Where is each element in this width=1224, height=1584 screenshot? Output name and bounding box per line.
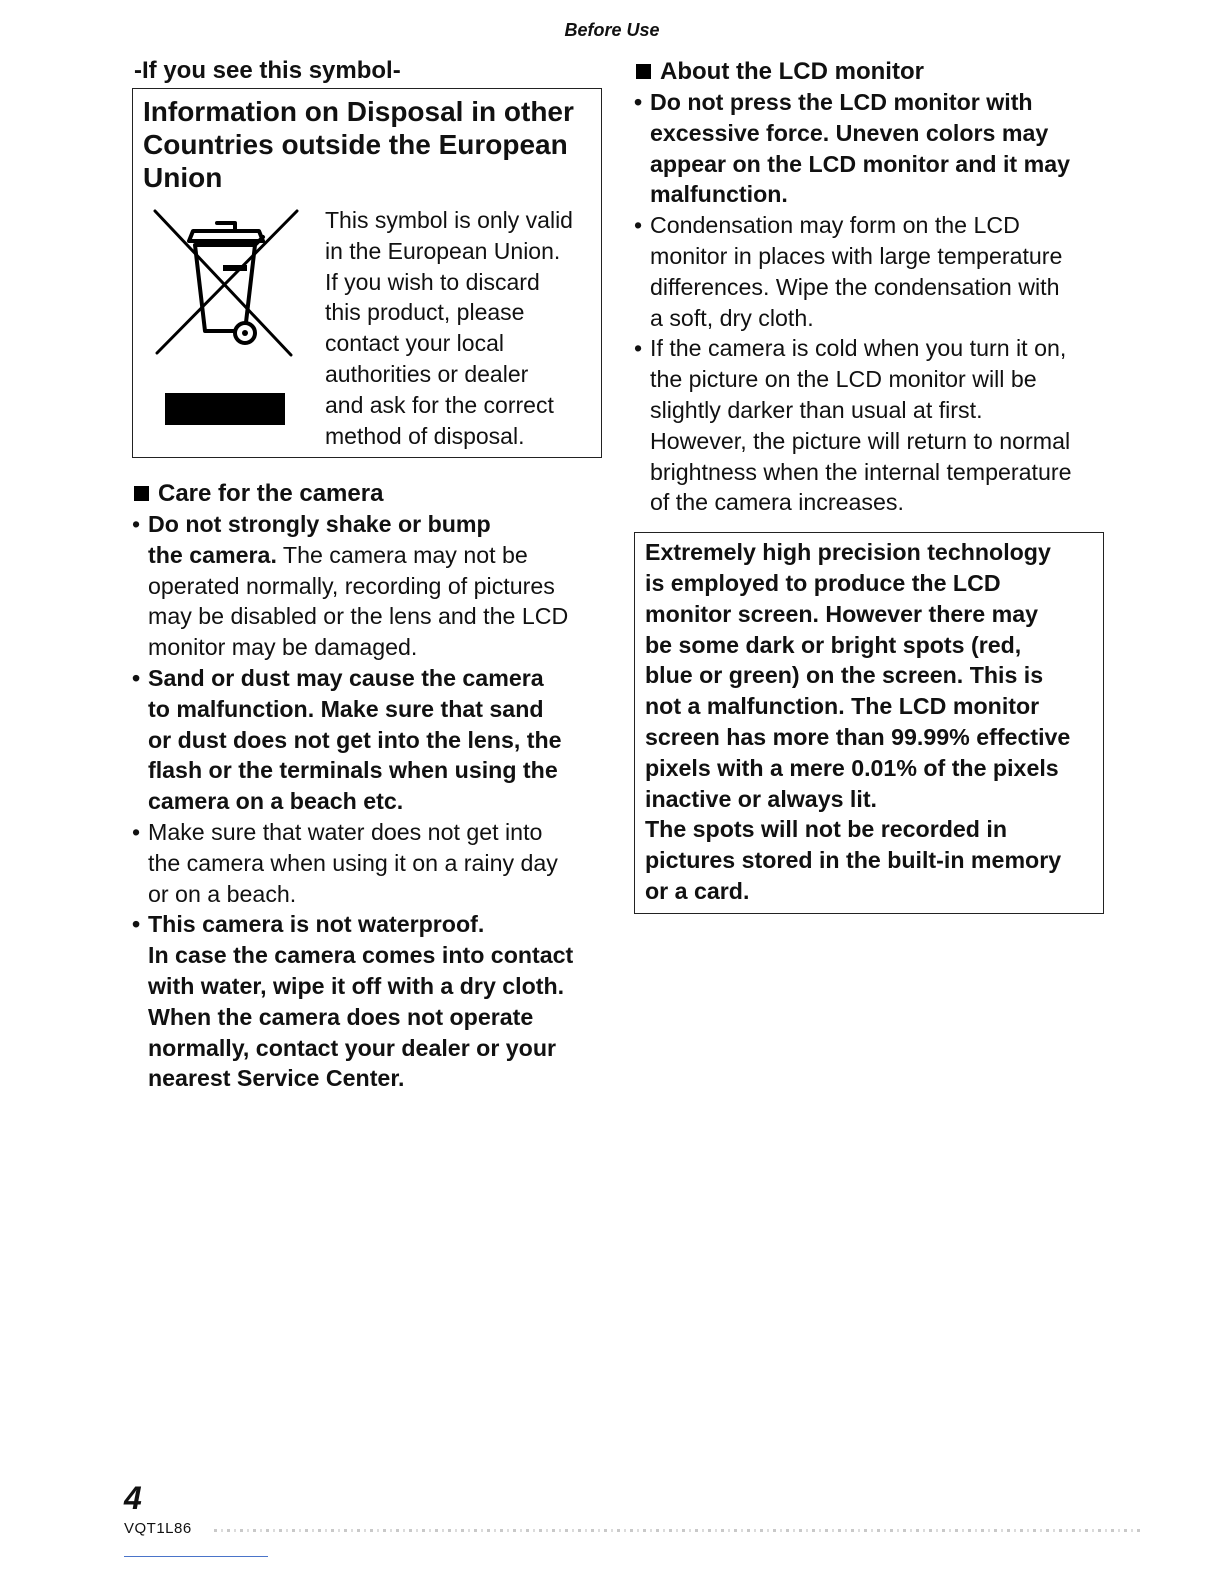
disposal-title-line: Information on Disposal in other <box>143 96 574 127</box>
list-item-bold: excessive force. Uneven colors may <box>650 119 1049 146</box>
list-item-bold: malfunction. <box>650 181 788 208</box>
list-item-text: the camera when using it on a rainy day <box>148 849 558 876</box>
list-item-text: The camera may not be <box>276 541 528 568</box>
page-number: 4 <box>124 1480 142 1516</box>
care-heading-text: Care for the camera <box>158 480 384 507</box>
list-item-text: the picture on the LCD monitor will be <box>650 366 1037 393</box>
right-column <box>634 56 1112 914</box>
crossed-out-wheelie-bin-icon <box>151 207 301 357</box>
list-item <box>634 210 1112 333</box>
disposal-info-box <box>132 88 602 458</box>
list-item-text: operated normally, recording of pictures <box>148 572 555 599</box>
list-item-bold: Sand or dust may cause the camera <box>148 664 544 691</box>
bullet-icon: • <box>132 818 141 845</box>
square-bullet-icon <box>134 486 149 501</box>
list-item-bold: appear on the LCD monitor and it may <box>650 150 1070 177</box>
list-item-bold: to malfunction. Make sure that sand <box>148 695 544 722</box>
list-item-text: a soft, dry cloth. <box>650 304 814 331</box>
notice-line: blue or green) on the screen. This is <box>645 662 1044 689</box>
notice-line: pictures stored in the built-in memory <box>645 847 1062 874</box>
list-item-text: differences. Wipe the condensation with <box>650 273 1060 300</box>
list-item-bold: Do not strongly shake or bump <box>148 511 491 537</box>
list-item-text: monitor in places with large temperature <box>650 242 1063 269</box>
square-bullet-icon <box>636 64 651 79</box>
disposal-text-line: in the European Union. <box>325 237 561 264</box>
list-item <box>132 817 610 909</box>
notice-line: pixels with a mere 0.01% of the pixels <box>645 754 1059 781</box>
black-bar-symbol <box>165 393 285 425</box>
scan-speckle-divider <box>214 1529 1144 1532</box>
list-item-text: slightly darker than usual at first. <box>650 396 983 423</box>
notice-line: is employed to produce the LCD <box>645 569 1001 596</box>
list-item-bold: flash or the terminals when using the <box>148 757 558 784</box>
list-item-text: monitor may be damaged. <box>148 634 418 661</box>
list-item-text: of the camera increases. <box>650 489 904 516</box>
disposal-title-line: Union <box>143 162 223 193</box>
disposal-text-line: authorities or dealer <box>325 360 529 387</box>
lcd-notice-box <box>634 532 1104 914</box>
list-item <box>132 663 610 817</box>
notice-line: Extremely high precision technology <box>645 539 1051 566</box>
notice-line: or a card. <box>645 877 750 904</box>
symbol-heading: -If you see this symbol- <box>134 57 401 84</box>
disposal-text <box>325 205 597 451</box>
disposal-text-line: method of disposal. <box>325 422 525 449</box>
list-item-text: Make sure that water does not get into <box>148 818 543 845</box>
list-item-text: or on a beach. <box>148 880 297 907</box>
notice-line: monitor screen. However there may <box>645 600 1039 627</box>
bullet-icon: • <box>634 212 643 239</box>
list-item-bold: normally, contact your dealer or your <box>148 1034 557 1061</box>
list-item-text: Condensation may form on the LCD <box>650 212 1020 239</box>
list-item-text: However, the picture will return to normal <box>650 427 1071 454</box>
lcd-heading <box>634 56 1112 87</box>
disposal-title-line: Countries outside the European <box>143 129 568 160</box>
care-heading <box>132 478 610 509</box>
disposal-text-line: this product, please <box>325 299 525 326</box>
list-item-bold: This camera is not waterproof. <box>148 911 485 938</box>
list-item-bold: camera on a beach etc. <box>148 788 404 815</box>
document-code: VQT1L86 <box>124 1520 192 1537</box>
list-item-bold: In case the camera comes into contact <box>148 942 574 969</box>
list-item-bold: with water, wipe it off with a dry cloth. <box>148 972 565 999</box>
bullet-icon: • <box>634 89 643 115</box>
list-item-text: If the camera is cold when you turn it on, <box>650 335 1067 362</box>
lcd-heading-text: About the LCD monitor <box>660 58 924 85</box>
lcd-list <box>634 87 1112 518</box>
disposal-text-line: and ask for the correct <box>325 391 554 418</box>
page-header: Before Use <box>564 20 660 40</box>
notice-line: inactive or always lit. <box>645 785 877 812</box>
disposal-text-line: contact your local <box>325 330 504 357</box>
left-column <box>132 56 610 1094</box>
notice-line: The spots will not be recorded in <box>645 816 1008 843</box>
list-item <box>634 333 1112 518</box>
bullet-icon: • <box>132 664 141 691</box>
disposal-title <box>143 95 593 194</box>
disposal-text-line: This symbol is only valid <box>325 207 573 233</box>
list-item-text: brightness when the internal temperature <box>650 458 1072 485</box>
disposal-text-line: If you wish to discard <box>325 268 540 295</box>
list-item <box>132 909 610 1094</box>
list-item <box>634 87 1112 210</box>
list-item-text: may be disabled or the lens and the LCD <box>148 603 569 630</box>
bullet-icon: • <box>132 911 141 938</box>
list-item-bold: or dust does not get into the lens, the <box>148 726 562 753</box>
footer-rule <box>124 1556 268 1557</box>
care-list <box>132 509 610 1094</box>
list-item-bold: nearest Service Center. <box>148 1065 405 1092</box>
list-item <box>132 509 610 663</box>
notice-line: not a malfunction. The LCD monitor <box>645 693 1040 720</box>
bullet-icon: • <box>132 511 141 537</box>
list-item-bold: Do not press the LCD monitor with <box>650 89 1033 115</box>
notice-line: be some dark or bright spots (red, <box>645 631 1022 658</box>
notice-line: screen has more than 99.99% effective <box>645 723 1071 750</box>
list-item-bold: When the camera does not operate <box>148 1003 534 1030</box>
bullet-icon: • <box>634 335 643 362</box>
list-item-bold: the camera. <box>148 541 277 568</box>
